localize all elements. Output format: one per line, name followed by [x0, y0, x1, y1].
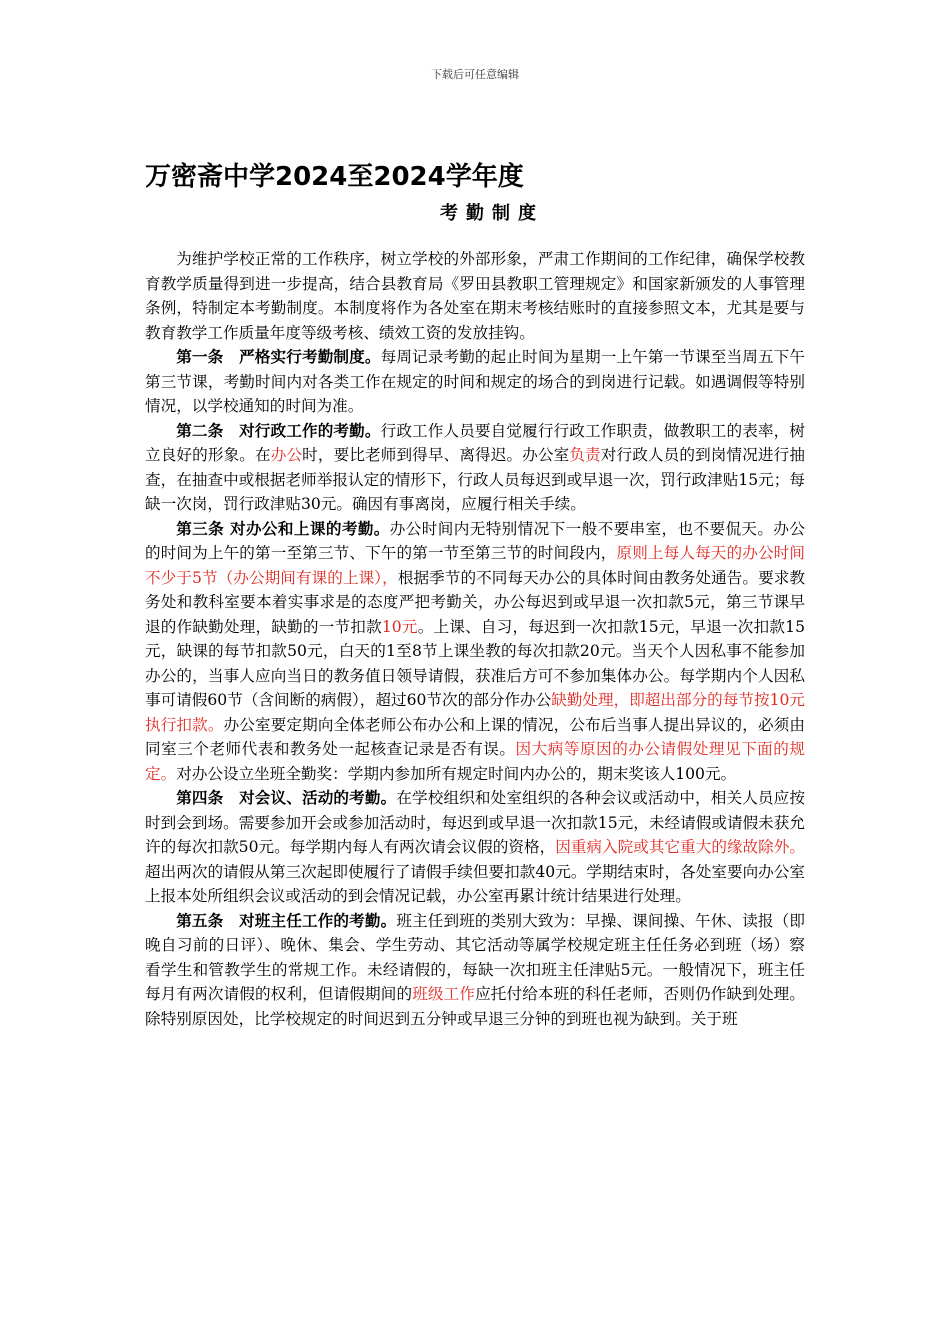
article-text: 对行政人员的到岗情况进行抽查，在抽查中或根据老师举报认定的情形下，行政人员每迟到或早退一次，罚行政津贴15元；每缺一次岗，罚行政津贴30元。确因有事离岗，应履行相关手续。: [145, 446, 805, 513]
article-text: 办公时间内无特别情况下一般不要串室，也不要侃天。办公的时间为上午的第一至第三节、下午的第一节至第三节的时间段内，: [145, 519, 805, 562]
article-text: 行政工作人员要自觉履行行政工作职责，做教职工的表率，树立良好的形象。在: [145, 421, 805, 464]
articles-list: [145, 345, 805, 1031]
page-header-note: 下载后可任意编辑: [431, 68, 519, 81]
highlighted-text: 因大病等原因的办公请假处理见下面的规定。: [145, 740, 805, 783]
highlighted-text: 负责: [569, 446, 601, 464]
document-body: [145, 247, 805, 1031]
article-heading: 第四条 对会议、活动的考勤。: [176, 788, 397, 807]
document-title: 万密斋中学2024至2024学年度: [145, 162, 524, 192]
article-paragraph: [145, 517, 805, 787]
article-text: 根据季节的不同每天办公的具体时间由教务处通告。要求教务处和教科室要本着实事求是的态度严把考勤关，办公每迟到或早退一次扣款5元，第三节课早退的作缺勤处理，缺勤的一节扣款: [145, 568, 805, 636]
article-paragraph: [145, 909, 805, 1032]
article-text: 每周记录考勤的起止时间为星期一上午第一节课至当周五下午第三节课，考勤时间内对各类工作在规定的时间和规定的场合的到岗进行记载。如遇调假等特别情况，以学校通知的时间为准。: [145, 348, 805, 415]
intro-paragraph: 为维护学校正常的工作秩序，树立学校的外部形象，严肃工作期间的工作纪律，确保学校教育教学质量得到进一步提高，结合县教育局《罗田县教职工管理规定》和国家新颁发的人事管理条例，特制定本考勤制度。本制度将作为各处室在期末考核结账时的直接参照文本，尤其是要与教育教学工作质量年度等级考核、绩效工资的发放挂钩。: [145, 250, 805, 342]
article-text: 对办公设立坐班全勤奖：学期内参加所有规定时间内办公的，期末奖该人100元。: [176, 764, 737, 783]
article-heading: 第三条 对办公和上课的考勤。: [176, 518, 390, 538]
article-text: 。上课、自习，每迟到一次扣款15元，早退一次扣款15元，缺课的每节扣款50元，白天的1至8节上课坐教的每次扣款20元。当天个人因私事不能参加办公的，当事人应向当日的教务值日领导请假，获准后方可不参加集体办公。每学期内个人因私事可请假60节（含间断的病假），超过60节次的部分作办公: [145, 617, 806, 709]
highlighted-text: 班级工作: [412, 985, 476, 1003]
article-paragraph: [145, 419, 805, 517]
article-text: 应托付给本班的科任老师，否则仍作缺到处理。除特别原因处，比学校规定的时间迟到五分钟或早退三分钟的到班也视为缺到。关于班: [145, 985, 805, 1028]
highlighted-text: 办公: [270, 446, 303, 464]
highlighted-text: 原则上每人每天的办公时间不少于5节（办公期间有课的上课），: [145, 544, 805, 587]
article-text: 在学校组织和处室组织的各种会议或活动中，相关人员应按时到会到场。需要参加开会或参加活动时，每迟到或早退一次扣款15元，未经请假或请假未获允许的每次扣款50元。每学期内每人有两次请会议假的资格，: [145, 789, 805, 856]
article-heading: 第一条 严格实行考勤制度。: [176, 347, 381, 366]
article-text: 办公室要定期向全体老师公布办公和上课的情况，公布后当事人提出异议的，必须由同室三个老师代表和教务处一起核查记录是否有误。: [145, 715, 805, 758]
article-heading: 第五条 对班主任工作的考勤。: [176, 910, 397, 930]
article-paragraph: [145, 786, 805, 909]
highlighted-text: 10元: [381, 617, 418, 636]
document-subtitle: 考勤制度: [440, 203, 544, 224]
article-text: 超出两次的请假从第三次起即使履行了请假手续但要扣款40元。学期结束时，各处室要向办公室上报本处所组织会议或活动的到会情况记载，办公室再累计统计结果进行处理。: [145, 862, 805, 905]
article-text: 时，要比老师到得早、离得迟。办公室: [302, 446, 570, 464]
article-text: 班主任到班的类别大致为：早操、课间操、午休、读报（即晚自习前的日评）、晚休、集会、学生劳动、其它活动等属学校规定班主任任务必到班（场）察看学生和管教学生的常规工作。未经请假的，每缺一次扣班主任津贴5元。一般情况下，班主任每月有两次请假的权利，但请假期间的: [145, 911, 805, 1003]
highlighted-text: 缺勤处理，即超出部分的每节按10元执行扣款。: [145, 691, 806, 734]
highlighted-text: 因重病入院或其它重大的缘故除外。: [555, 838, 805, 856]
article-paragraph: [145, 345, 805, 419]
article-heading: 第二条 对行政工作的考勤。: [176, 420, 381, 440]
